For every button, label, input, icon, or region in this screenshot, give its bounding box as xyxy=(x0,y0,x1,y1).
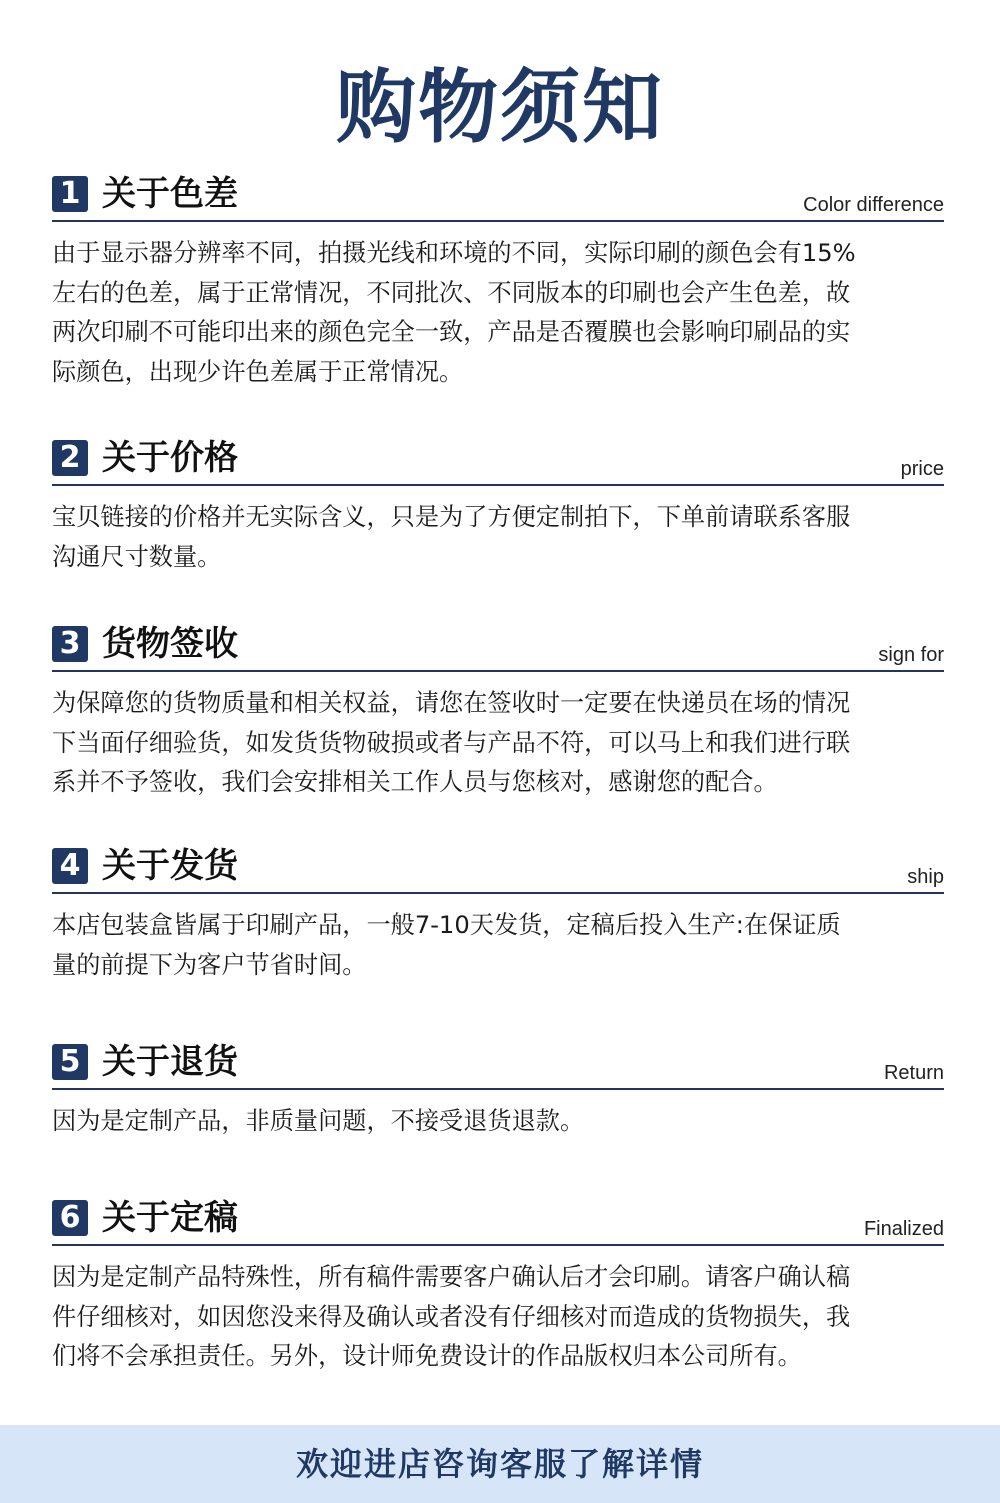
footer-text: 欢迎进店咨询客服了解详情 xyxy=(295,1445,704,1483)
section-title: 关于色差 xyxy=(102,174,238,214)
section-number-badge: 4 xyxy=(52,848,88,884)
section-english-title: Return xyxy=(883,1062,944,1084)
section-number-badge: 2 xyxy=(52,440,88,476)
section-body xyxy=(52,906,944,985)
section-sign-for xyxy=(52,622,944,803)
body-line: 因为是定制产品，非质量问题，不接受退货退款。 xyxy=(52,1107,585,1135)
section-number-badge: 3 xyxy=(52,626,88,662)
page-title: 购物须知 xyxy=(336,61,664,154)
section-header xyxy=(52,844,944,894)
section-header xyxy=(52,1196,944,1246)
body-line: 为保障您的货物质量和相关权益，请您在签收时一定要在快递员在场的情况 xyxy=(52,689,851,717)
section-header xyxy=(52,1040,944,1090)
section-english-title: Color difference xyxy=(803,194,944,216)
section-body xyxy=(52,1102,944,1142)
section-return xyxy=(52,1040,944,1142)
section-title: 关于发货 xyxy=(102,846,238,886)
body-line: 因为是定制产品特殊性，所有稿件需要客户确认后才会印刷。请客户确认稿 xyxy=(52,1263,851,1291)
section-english-title: Finalized xyxy=(863,1218,944,1240)
section-english-title: price xyxy=(900,458,944,480)
section-title: 关于退货 xyxy=(102,1042,238,1082)
body-line: 由于显示器分辨率不同，拍摄光线和环境的不同，实际印刷的颜色会有15% xyxy=(52,239,856,267)
section-title: 货物签收 xyxy=(102,624,238,664)
section-title: 关于价格 xyxy=(102,438,238,478)
body-line: 宝贝链接的价格并无实际含义，只是为了方便定制拍下，下单前请联系客服 xyxy=(52,503,851,531)
section-body xyxy=(52,684,944,803)
section-number-badge: 6 xyxy=(52,1200,88,1236)
section-price xyxy=(52,436,944,577)
section-header xyxy=(52,172,944,222)
section-ship xyxy=(52,844,944,985)
body-line: 本店包装盒皆属于印刷产品，一般7-10天发货，定稿后投入生产:在保证质 xyxy=(52,911,841,939)
body-line: 际颜色，出现少许色差属于正常情况。 xyxy=(52,357,464,386)
section-body xyxy=(52,234,944,392)
section-header xyxy=(52,436,944,486)
section-header xyxy=(52,622,944,672)
section-finalized xyxy=(52,1196,944,1377)
section-title: 关于定稿 xyxy=(102,1198,238,1238)
body-line: 们将不会承担责任。另外，设计师免费设计的作品版权归本公司所有。 xyxy=(52,1342,802,1370)
body-line: 系并不予签收，我们会安排相关工作人员与您核对，感谢您的配合。 xyxy=(52,768,778,796)
section-english-title: ship xyxy=(907,866,944,888)
section-english-title: sign for xyxy=(878,644,944,666)
body-line: 下当面仔细验货，如发货货物破损或者与产品不符，可以马上和我们进行联 xyxy=(52,728,851,757)
section-color-difference xyxy=(52,172,944,392)
footer-banner xyxy=(0,1425,1000,1503)
body-line: 左右的色差，属于正常情况，不同批次、不同版本的印刷也会产生色差，故 xyxy=(52,278,851,307)
body-line: 件仔细核对，如因您没来得及确认或者没有仔细核对而造成的货物损失，我 xyxy=(52,1302,851,1331)
body-line: 量的前提下为客户节省时间。 xyxy=(52,950,367,979)
body-line: 两次印刷不可能印出来的颜色完全一致，产品是否覆膜也会影响印刷品的实 xyxy=(52,318,851,346)
section-body xyxy=(52,1258,944,1377)
body-line: 沟通尺寸数量。 xyxy=(52,542,222,571)
section-number-badge: 1 xyxy=(52,176,88,212)
section-number-badge: 5 xyxy=(52,1044,88,1080)
section-body xyxy=(52,498,944,577)
